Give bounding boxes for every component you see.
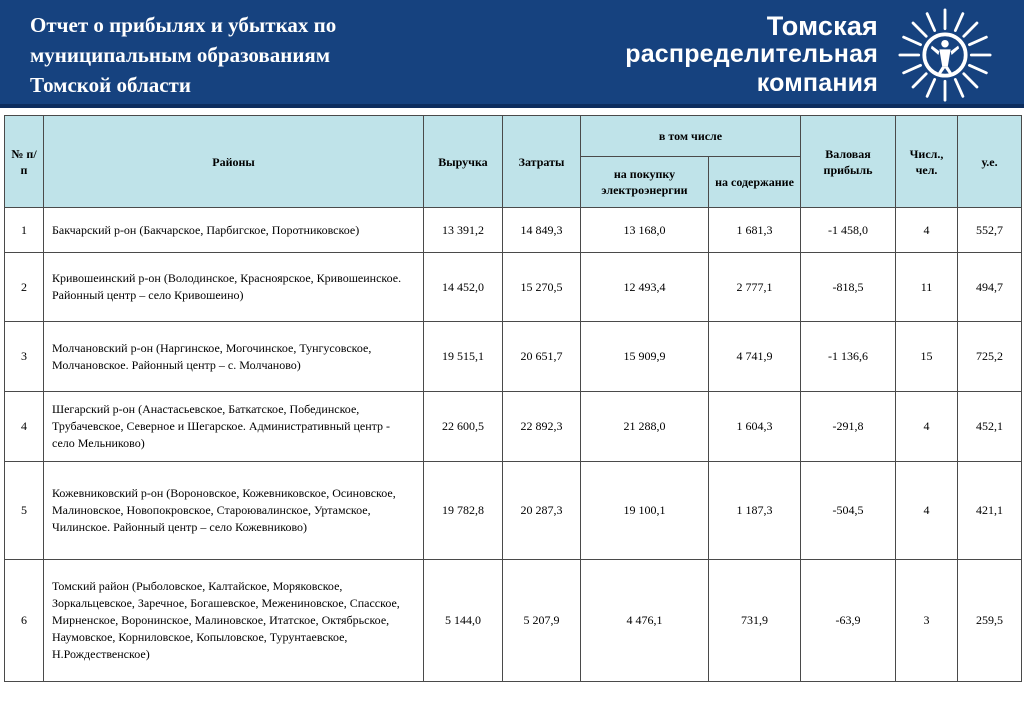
column-header-district: Районы (44, 116, 424, 208)
cell-gross-profit: -504,5 (801, 462, 896, 560)
cell-headcount: 11 (896, 253, 958, 322)
cell-purchase: 21 288,0 (581, 392, 709, 462)
column-header-ue: у.е. (958, 116, 1022, 208)
table-row (5, 253, 1022, 322)
cell-purchase: 19 100,1 (581, 462, 709, 560)
cell-num: 3 (5, 322, 44, 392)
cell-district: Кожевниковский р-он (Вороновское, Кожевниковское, Осиновское, Малиновское, Новопокровское, Староювалинское, Уртамское, Чилинское. Районный центр – село Кожевниково) (44, 462, 424, 560)
cell-purchase: 15 909,9 (581, 322, 709, 392)
cell-ue: 552,7 (958, 208, 1022, 253)
table-row (5, 208, 1022, 253)
cell-district: Кривошеинский р-он (Володинское, Красноярское, Кривошеинское. Районный центр – село Кривошеино) (44, 253, 424, 322)
cell-ue: 421,1 (958, 462, 1022, 560)
cell-ue: 259,5 (958, 560, 1022, 682)
column-header-costs: Затраты (503, 116, 581, 208)
header-band (0, 0, 1024, 108)
company-logo-icon (898, 8, 992, 102)
cell-revenue: 13 391,2 (424, 208, 503, 253)
cell-num: 5 (5, 462, 44, 560)
cell-maintenance: 731,9 (709, 560, 801, 682)
cell-num: 1 (5, 208, 44, 253)
cell-maintenance: 1 604,3 (709, 392, 801, 462)
cell-maintenance: 1 681,3 (709, 208, 801, 253)
company-name (600, 12, 878, 98)
cell-gross-profit: -63,9 (801, 560, 896, 682)
cell-purchase: 13 168,0 (581, 208, 709, 253)
column-header-revenue: Выручка (424, 116, 503, 208)
cell-costs: 5 207,9 (503, 560, 581, 682)
cell-purchase: 12 493,4 (581, 253, 709, 322)
table-header-row (5, 116, 1022, 157)
cell-costs: 15 270,5 (503, 253, 581, 322)
cell-headcount: 4 (896, 392, 958, 462)
cell-gross-profit: -818,5 (801, 253, 896, 322)
page-title (30, 10, 450, 100)
company-line: компания (756, 69, 878, 97)
cell-district: Томский район (Рыболовское, Калтайское, Моряковское, Зоркальцевское, Заречное, Богашевское, Межениновское, Спасское, Мирненское, Воронинское, Малиновское, Итатское, Октябрьское, Наумовское, Корниловское, Копыловское, Турунтаевское, Н.Рождественское) (44, 560, 424, 682)
company-line: распределительная (625, 40, 878, 68)
cell-revenue: 14 452,0 (424, 253, 503, 322)
cell-gross-profit: -1 136,6 (801, 322, 896, 392)
cell-ue: 452,1 (958, 392, 1022, 462)
profit-loss-table (4, 115, 1022, 682)
cell-ue: 494,7 (958, 253, 1022, 322)
cell-revenue: 19 515,1 (424, 322, 503, 392)
cell-gross-profit: -291,8 (801, 392, 896, 462)
cell-num: 4 (5, 392, 44, 462)
cell-headcount: 4 (896, 208, 958, 253)
table-row (5, 322, 1022, 392)
column-header-headcount: Числ., чел. (896, 116, 958, 208)
cell-ue: 725,2 (958, 322, 1022, 392)
cell-maintenance: 1 187,3 (709, 462, 801, 560)
cell-revenue: 19 782,8 (424, 462, 503, 560)
table-row (5, 560, 1022, 682)
cell-revenue: 5 144,0 (424, 560, 503, 682)
table-row (5, 392, 1022, 462)
cell-gross-profit: -1 458,0 (801, 208, 896, 253)
cell-headcount: 4 (896, 462, 958, 560)
cell-district: Молчановский р-он (Наргинское, Могочинское, Тунгусовское, Молчановское. Районный центр – с. Молчаново) (44, 322, 424, 392)
cell-costs: 20 651,7 (503, 322, 581, 392)
column-header-num: № п/п (5, 116, 44, 208)
cell-num: 2 (5, 253, 44, 322)
cell-num: 6 (5, 560, 44, 682)
cell-costs: 14 849,3 (503, 208, 581, 253)
cell-revenue: 22 600,5 (424, 392, 503, 462)
column-header-including: в том числе (581, 116, 801, 157)
cell-costs: 20 287,3 (503, 462, 581, 560)
title-line: муниципальным образованиям (30, 43, 331, 67)
cell-maintenance: 2 777,1 (709, 253, 801, 322)
table-row (5, 462, 1022, 560)
cell-district: Бакчарский р-он (Бакчарское, Парбигское, Поротниковское) (44, 208, 424, 253)
title-line: Отчет о прибылях и убытках по (30, 13, 337, 37)
title-line: Томской области (30, 73, 191, 97)
column-header-maintenance: на содержание (709, 157, 801, 208)
company-line: Томская (766, 11, 878, 41)
cell-district: Шегарский р-он (Анастасьевское, Баткатское, Побединское, Трубачевское, Северное и Шегарское. Административный центр - село Мельниково) (44, 392, 424, 462)
cell-headcount: 15 (896, 322, 958, 392)
column-header-purchase: на покупку электроэнергии (581, 157, 709, 208)
column-header-gross-profit: Валовая прибыль (801, 116, 896, 208)
cell-headcount: 3 (896, 560, 958, 682)
cell-purchase: 4 476,1 (581, 560, 709, 682)
cell-costs: 22 892,3 (503, 392, 581, 462)
cell-maintenance: 4 741,9 (709, 322, 801, 392)
